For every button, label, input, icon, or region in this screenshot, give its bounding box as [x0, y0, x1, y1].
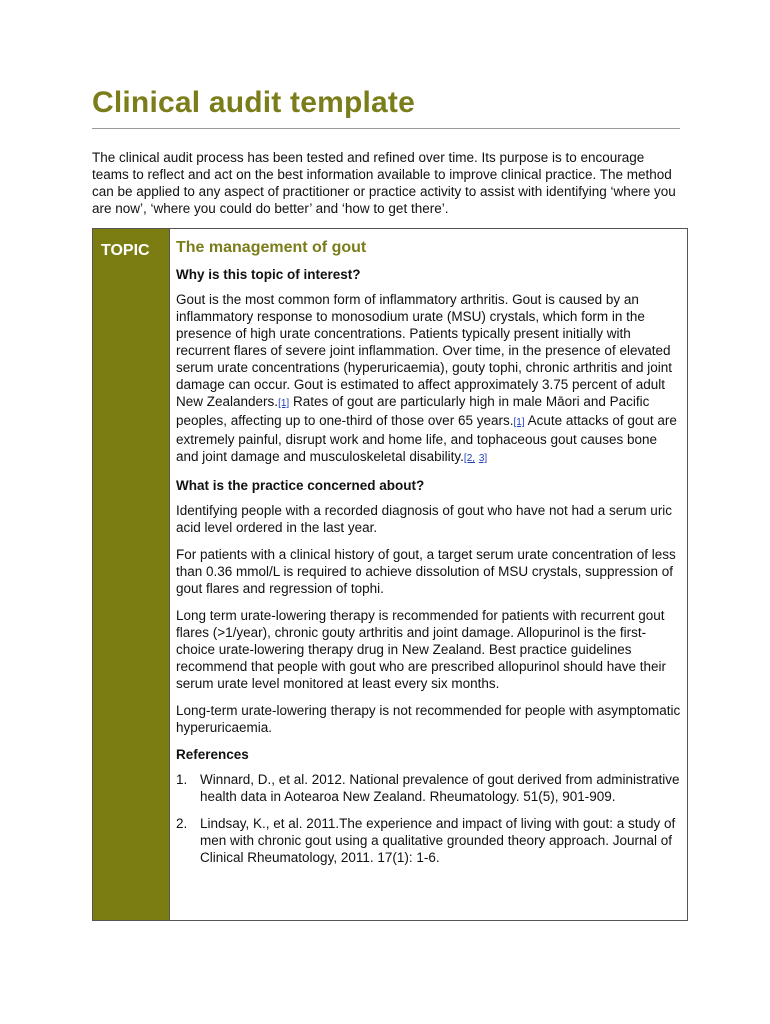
references-heading: References: [176, 747, 249, 762]
reference-number: 2.: [176, 816, 188, 831]
reference-number: 1.: [176, 772, 188, 787]
citation-link-3[interactable]: [2,: [463, 453, 476, 464]
topic-content: [176, 239, 682, 876]
why-text-2: Rates of gout are particularly high in male Māori and Pacific peoples, affecting up to one-third of those over 65 years.: [176, 394, 650, 428]
reference-item: [176, 815, 682, 866]
why-text-3: Acute attacks of gout are extremely painful, disrupt work and home life, and tophaceous gout causes bone and joint damage and musculoskeletal disability.: [176, 413, 677, 464]
why-text-1: Gout is the most common form of inflammatory arthritis. Gout is caused by an inflammatory response to monosodium urate (MSU) crystals, which form in the presence of high urate concentrations. Patients typically present initially with recurrent flares of severe joint inflammation. Over time, in the presence of elevated serum urate concentrations (hyperuricaemia), gouty tophi, chronic arthritis and joint damage can occur. Gout is estimated to affect approximately 3.75 percent of adult New Zealanders.: [176, 292, 672, 409]
page-title: Clinical audit template: [92, 86, 415, 119]
concern-paragraph: For patients with a clinical history of gout, a target serum urate concentration of less than 0.36 mmol/L is required to achieve dissolution of MSU crystals, suppression of gout flares and regression of tophi.: [176, 547, 676, 596]
reference-text: Winnard, D., et al. 2012. National prevalence of gout derived from administrative health data in Aotearoa New Zealand. Rheumatology. 51(5), 901-909.: [200, 772, 680, 804]
references-list: [176, 771, 682, 866]
concern-paragraph: Identifying people with a recorded diagnosis of gout who have not had a serum uric acid level ordered in the last year.: [176, 503, 673, 535]
citation-link-4[interactable]: 3]: [478, 453, 488, 464]
topic-sidebar: [93, 229, 170, 920]
reference-text: Lindsay, K., et al. 2011.The experience and impact of living with gout: a study of men with chronic gout using a qualitative grounded theory approach. Journal of Clinical Rheumatology, 2011. 17(1): 1-6.: [200, 816, 676, 865]
topic-box: [92, 228, 688, 921]
topic-heading: The management of gout: [176, 239, 367, 256]
why-heading: Why is this topic of interest?: [176, 267, 361, 282]
concern-paragraph: Long-term urate-lowering therapy is not recommended for people with asymptomatic hyperuricaemia.: [176, 703, 681, 735]
concern-paragraph: Long term urate-lowering therapy is recommended for patients with recurrent gout flares (>1/year), chronic gouty arthritis and joint damage. Allopurinol is the first-choice urate-lowering therapy drug in New Zealand. Best practice guidelines recommend that people with gout who are prescribed allopurinol should have their serum urate level monitored at least every six months.: [176, 608, 667, 691]
reference-item: [176, 771, 682, 805]
citation-link-2[interactable]: [1]: [513, 417, 525, 428]
why-paragraph: [176, 291, 682, 467]
title-divider: [92, 128, 680, 129]
citation-link-1[interactable]: [1]: [278, 398, 290, 409]
concern-heading: What is the practice concerned about?: [176, 478, 425, 493]
intro-paragraph: The clinical audit process has been tested and refined over time. Its purpose is to encourage teams to reflect and act on the best information available to improve clinical practice. The method can be applied to any aspect of practitioner or practice activity to assist with identifying ‘where you are now’, ‘where you could do better’ and ‘how to get there’.: [92, 150, 676, 216]
topic-label: TOPIC: [101, 242, 150, 259]
